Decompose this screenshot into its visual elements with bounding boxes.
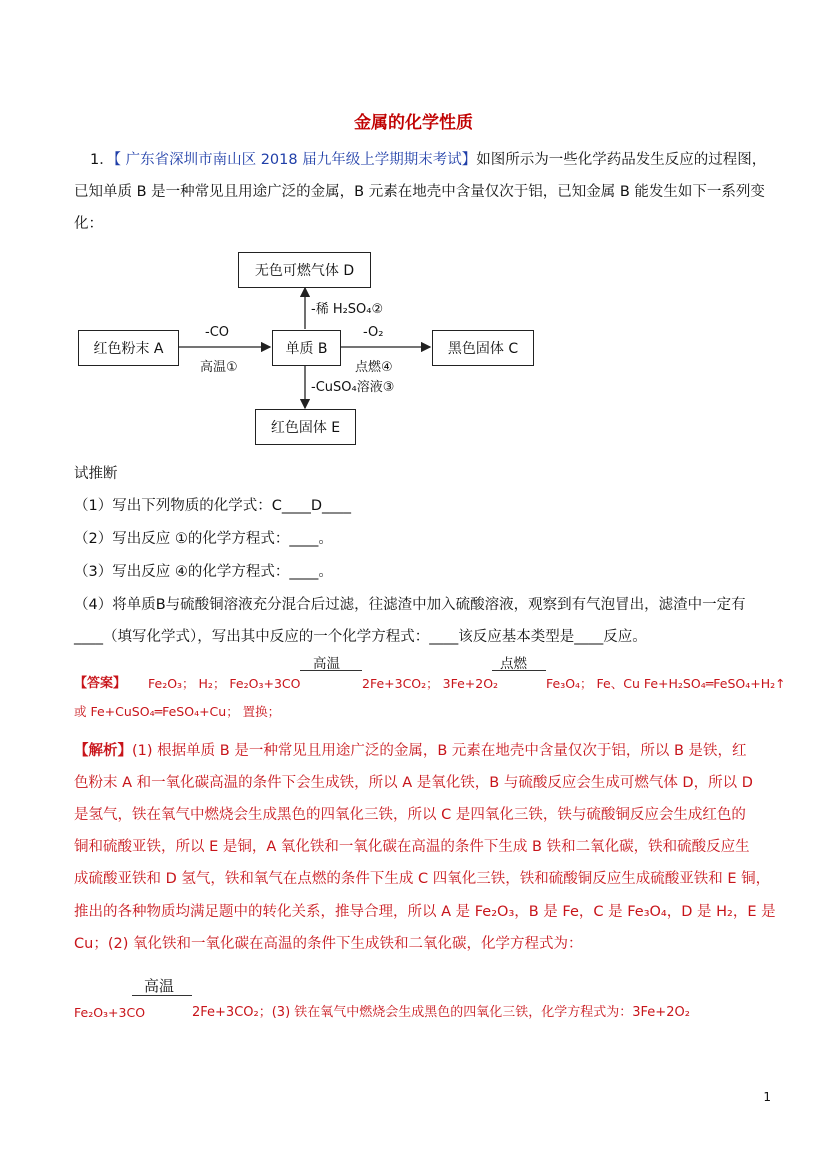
question-intro-rest: 如图所示为一些化学药品发生反应的过程图， — [476, 152, 767, 168]
answer-condition-2-bar — [492, 670, 546, 671]
answer-condition-1: 高温 — [313, 656, 340, 672]
analysis-condition: 高温 — [144, 977, 175, 995]
analysis-line-7: Cu；(2) 氧化铁和一氧化碳在高温的条件下生成铁和二氧化碳，化学方程式为： — [74, 936, 583, 952]
label-co: -CO — [205, 325, 230, 340]
label-o2: -O₂ — [363, 325, 384, 340]
analysis-line-6: 推出的各种物质均满足题中的转化关系，推导合理，所以 A 是 Fe₂O₃，B 是 Fe，C 是 Fe₃O₄，D 是 H₂，E 是 — [74, 904, 776, 920]
analysis-line-5: 成硫酸亚铁和 D 氢气，铁和氧气在点燃的条件下生成 C 四氧化三铁，铁和硫酸铜反应生成硫酸亚铁和 E 铜， — [74, 871, 771, 887]
analysis-condition-bar — [132, 995, 192, 996]
answer-condition-1-bar — [300, 670, 362, 671]
label-dianran-4: 点燃④ — [355, 360, 393, 375]
answer-condition-2: 点燃 — [500, 656, 527, 672]
sub-question-1: （1）写出下列物质的化学式：C____D____ — [74, 498, 352, 514]
sub-question-3: （3）写出反应 ④的化学方程式：____。 — [74, 564, 333, 580]
page-title: 金属的化学性质 — [354, 113, 473, 133]
node-b: 单质 B — [272, 330, 341, 366]
analysis-line-4: 铜和硫酸亚铁，所以 E 是铜，A 氧化铁和一氧化碳在高温的条件下生成 B 铁和二氧化碳，铁和硫酸反应生 — [74, 839, 750, 855]
analysis-line-1 — [74, 741, 747, 761]
analysis-line-3: 是氢气，铁在氧气中燃烧会生成黑色的四氧化三铁，所以 C 是四氧化三铁，铁与硫酸铜反应会生成红色的 — [74, 807, 746, 823]
page-number: 1 — [763, 1090, 771, 1104]
node-d: 无色可燃气体 D — [238, 252, 371, 288]
question-line-1 — [90, 150, 766, 170]
answer-part-1: Fe₂O₃； H₂； Fe₂O₃+3CO — [148, 676, 301, 691]
node-e: 红色固体 E — [255, 409, 356, 445]
sub-question-4-line-1: （4）将单质B与硫酸铜溶液充分混合后过滤，往滤渣中加入硫酸溶液，观察到有气泡冒出，滤渣中一定有 — [74, 597, 746, 613]
question-source: 【 广东省深圳市南山区 2018 届九年级上学期期末考试】 — [113, 152, 477, 168]
label-gaowen-1: 高温① — [200, 360, 238, 375]
lead-text: 试推断 — [74, 466, 118, 482]
node-a: 红色粉末 A — [78, 330, 179, 366]
analysis-label: 【解析】 — [74, 743, 132, 759]
answer-part-2: 2Fe+3CO₂； 3Fe+2O₂ — [362, 676, 499, 691]
analysis-line-8-right: 2Fe+3CO₂；(3) 铁在氧气中燃烧会生成黑色的四氧化三铁，化学方程式为：3Fe+2O₂ — [192, 1005, 690, 1020]
answer-part-3: Fe₃O₄； Fe、Cu Fe+H₂SO₄═FeSO₄+H₂↑ — [546, 676, 786, 691]
node-c: 黑色固体 C — [432, 330, 534, 366]
question-line-3: 化： — [74, 216, 103, 232]
question-line-2: 已知单质 B 是一种常见且用途广泛的金属，B 元素在地壳中含量仅次于铝，已知金属 B 能发生如下一系列变 — [74, 184, 765, 200]
label-cuso4: -CuSO₄溶液③ — [311, 380, 395, 395]
analysis-line-2: 色粉末 A 和一氧化碳高温的条件下会生成铁，所以 A 是氧化铁，B 与硫酸反应会生成可燃气体 D，所以 D — [74, 775, 753, 791]
answer-line-2: 或 Fe+CuSO₄═FeSO₄+Cu； 置换； — [74, 704, 281, 719]
analysis-line-8-left: Fe₂O₃+3CO — [74, 1005, 146, 1020]
sub-question-4-line-2: ____（填写化学式），写出其中反应的一个化学方程式：____该反应基本类型是____反应。 — [74, 629, 647, 645]
question-number: 1． — [90, 152, 114, 168]
sub-question-2: （2）写出反应 ①的化学方程式：____。 — [74, 531, 333, 547]
analysis-line-1-text: (1) 根据单质 B 是一种常见且用途广泛的金属，B 元素在地壳中含量仅次于铝，所以 B 是铁，红 — [132, 743, 747, 759]
label-h2so4: -稀 H₂SO₄② — [311, 302, 384, 317]
answer-label: 【答案】 — [74, 676, 127, 691]
